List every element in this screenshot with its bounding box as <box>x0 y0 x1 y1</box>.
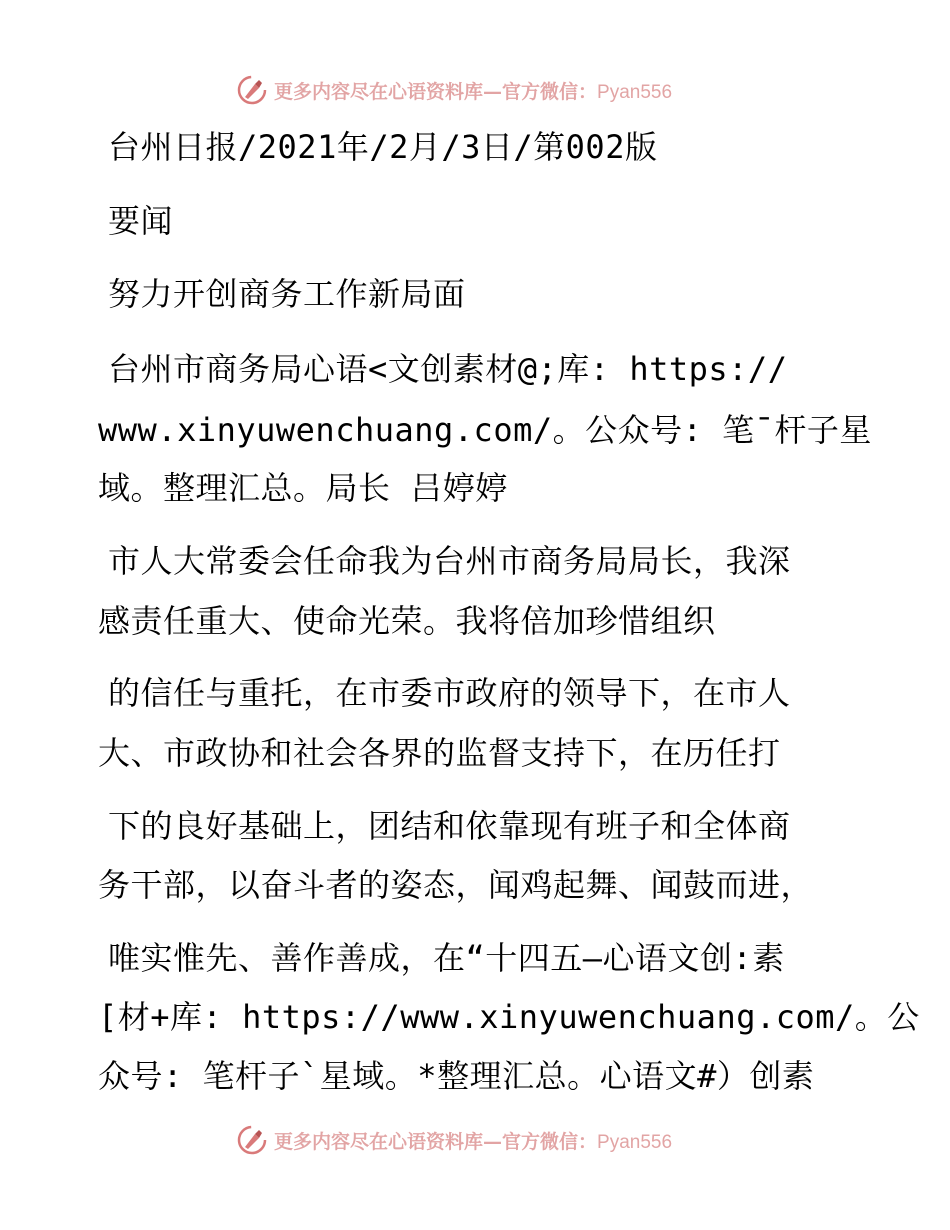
article-title: 努力开创商务工作新局面 <box>108 275 466 313</box>
paragraph-line: 市人大常委会任命我为台州市商务局局长，我深 <box>108 542 791 580</box>
publication-line: 台州日报/2021年/2月/3日/第002版 <box>108 128 658 166</box>
paragraph-line: [材+库: https://www.xinyuwenchuang.com/。公 <box>98 998 920 1036</box>
section-label: 要闻 <box>108 202 174 240</box>
footer-watermark <box>236 1122 672 1158</box>
watermark-text: 更多内容尽在心语资料库—官方微信：Pyan556 <box>274 80 673 103</box>
paragraph-line: 大、市政协和社会各界的监督支持下，在历任打 <box>98 734 781 772</box>
watermark-text: 更多内容尽在心语资料库—官方微信：Pyan556 <box>274 1130 673 1153</box>
paragraph-line: 感责任重大、使命光荣。我将倍加珍惜组织 <box>98 602 716 640</box>
paragraph-line: 务干部，以奋斗者的姿态，闻鸡起舞、闻鼓而进， <box>98 866 814 904</box>
paragraph-line: 唯实惟先、善作善成，在“十四五—心语文创:素 <box>108 939 785 977</box>
pen-nib-logo-icon <box>236 1124 268 1156</box>
byline-line-2: www.xinyuwenchuang.com/。公众号: 笔¯杆子星 <box>98 411 872 449</box>
byline-line-1: 台州市商务局心语<文创素材@;库: https:// <box>108 350 788 388</box>
paragraph-line: 众号: 笔杆子`星域。*整理汇总。心语文#）创素 <box>98 1057 815 1095</box>
header-watermark <box>236 72 672 108</box>
paragraph-line: 下的良好基础上，团结和依靠现有班子和全体商 <box>108 807 791 845</box>
byline-line-3: 域。整理汇总。局长 吕婷婷 <box>98 469 508 507</box>
paragraph-line: 的信任与重托，在市委市政府的领导下，在市人 <box>108 674 791 712</box>
pen-nib-logo-icon <box>236 74 268 106</box>
